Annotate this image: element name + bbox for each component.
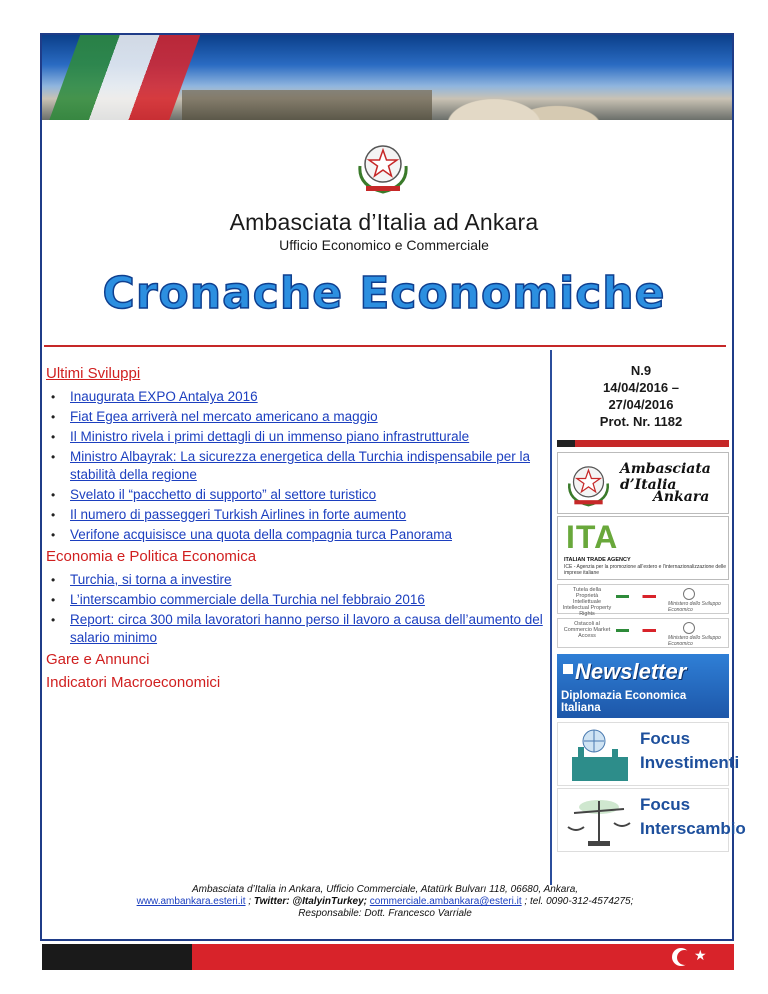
list-item: • Fiat Egea arriverà nel mercato americano a maggio: [51, 409, 378, 424]
article-link[interactable]: Svelato il “pacchetto di supporto” al settore turistico: [70, 487, 377, 502]
website-link[interactable]: www.ambankara.esteri.it: [136, 896, 246, 907]
issue-date-end: 27/04/2016: [608, 397, 674, 412]
newsletter-title: Cronache Economiche: [102, 268, 666, 319]
footer: [44, 884, 726, 920]
sidebar-strip: [557, 440, 729, 447]
issue-number: N.9: [630, 363, 652, 378]
list-ultimi: [46, 388, 546, 544]
ita-banner[interactable]: [557, 516, 729, 580]
list-item: • Il numero di passeggeri Turkish Airlines in forte aumento: [51, 507, 407, 522]
newsletter-sublabel: Diplomazia Economica Italiana: [561, 690, 687, 714]
italian-emblem-icon: [350, 136, 416, 196]
footer-contacts: [44, 896, 726, 908]
office-subtitle: Ufficio Economico e Commerciale: [279, 237, 489, 253]
list-item: • Ministro Albayrak: La sicurezza energetica della Turchia indispensabile per la stabilità della regione: [51, 449, 530, 482]
focus-investimenti-banner[interactable]: [557, 722, 740, 786]
market-access-label: Ostacoli al Commercio Market Access: [563, 621, 611, 639]
article-link[interactable]: Inaugurata EXPO Antalya 2016: [70, 389, 258, 404]
section-title-indicatori[interactable]: Indicatori Macroeconomici: [46, 674, 221, 691]
contents: [46, 365, 546, 697]
header-banner: [42, 35, 732, 120]
italian-flag-bar: [616, 629, 656, 632]
article-link[interactable]: Ministro Albayrak: La sicurezza energetica della Turchia indispensabile per la stabilità della regione: [70, 449, 530, 482]
article-link[interactable]: L’interscambio commerciale della Turchia nel febbraio 2016: [70, 592, 425, 607]
scale-icon: [564, 793, 634, 849]
newsletter-banner[interactable]: [557, 654, 729, 718]
crest-icon: [683, 588, 695, 600]
focus-label: Focus: [640, 795, 691, 814]
footer-responsible: Responsabile: Dott. Francesco Varriale: [298, 908, 472, 919]
footer-separator: ;: [245, 896, 254, 907]
ministry-signature: Ministero dello Sviluppo Economico: [668, 635, 721, 647]
article-link[interactable]: Verifone acquisisce una quota della compagnia turca Panorama: [70, 527, 452, 542]
twitter-handle: Twitter: @ItalyinTurkey;: [253, 896, 367, 907]
article-link[interactable]: Il Ministro rivela i primi dettagli di un immenso piano infrastrutturale: [70, 429, 470, 444]
section-title-gare[interactable]: Gare e Annunci: [46, 651, 150, 668]
email-link[interactable]: commerciale.ambankara@esteri.it: [369, 896, 522, 907]
article-link[interactable]: Turchia, si torna a investire: [70, 572, 232, 587]
article-link[interactable]: Il numero di passeggeri Turkish Airlines in forte aumento: [70, 507, 407, 522]
ankara-label: Ankara: [653, 489, 710, 505]
list-item: • Il Ministro rivela i primi dettagli di un immenso piano infrastrutturale: [51, 429, 470, 444]
star-icon: ★: [694, 947, 707, 963]
article-link[interactable]: Fiat Egea arriverà nel mercato americano a maggio: [70, 409, 378, 424]
column-divider: [550, 350, 552, 885]
article-link[interactable]: Report: circa 300 mila lavoratori hanno perso il lavoro a causa dell’aumento del salario minimo: [70, 612, 543, 645]
list-item: • Verifone acquisisce una quota della compagnia turca Panorama: [51, 527, 452, 542]
section-title-ultimi[interactable]: Ultimi Sviluppi: [46, 365, 141, 382]
italian-emblem-icon: [561, 456, 616, 511]
factory-globe-icon: [564, 727, 634, 783]
newsletter-label: Newsletter: [575, 659, 687, 684]
ita-logo: ITA: [566, 519, 619, 555]
market-access-banner[interactable]: [557, 618, 729, 648]
newsletter-icon: [563, 664, 573, 674]
focus-label: Focus: [640, 729, 691, 748]
section-title-economia[interactable]: Economia e Politica Economica: [46, 548, 257, 565]
ita-name: ITALIAN TRADE AGENCY: [564, 557, 631, 563]
list-item: • Turchia, si torna a investire: [51, 572, 232, 587]
focus-interscambio-banner[interactable]: [557, 788, 746, 852]
divider: [44, 345, 726, 347]
phone-number: ; tel. 0090-312-4574275;: [521, 896, 634, 907]
list-item: • Svelato il “pacchetto di supporto” al settore turistico: [51, 487, 377, 502]
ita-description: ICE - Agenzia per la promozione all'estero e l'internazionalizzazione delle imprese italiane: [564, 564, 726, 576]
list-item: • L’interscambio commerciale della Turchia nel febbraio 2016: [51, 592, 425, 607]
investimenti-label: Investimenti: [640, 753, 740, 772]
ministry-signature: Ministero dello Sviluppo Economico: [668, 601, 721, 613]
issue-info: [556, 362, 726, 430]
protocol-number: Prot. Nr. 1182: [599, 414, 683, 429]
italian-flag-bar: [616, 595, 656, 598]
interscambio-label: Interscambio: [640, 819, 746, 838]
ambasciata-label: Ambasciata d’Italia: [620, 461, 711, 493]
crescent-icon: [672, 948, 690, 966]
bottom-bar: [42, 944, 734, 970]
list-item: • Inaugurata EXPO Antalya 2016: [51, 389, 258, 404]
crest-icon: [683, 622, 695, 634]
list-economia: [46, 571, 546, 647]
ambasciata-banner[interactable]: [557, 452, 729, 514]
ipr-label: Tutela della Proprietà Intellettuale Intellectual Property Rights: [562, 587, 612, 617]
embassy-title: Ambasciata d’Italia ad Ankara: [229, 209, 539, 235]
list-item: • Report: circa 300 mila lavoratori hanno perso il lavoro a causa dell’aumento del salario minimo: [51, 612, 543, 645]
footer-address: Ambasciata d’Italia in Ankara, Ufficio Commerciale, Atatürk Bulvarı 118, 06680, Ankara,: [191, 884, 579, 895]
issue-date-start: 14/04/2016 –: [603, 380, 679, 395]
ipr-banner[interactable]: [557, 584, 729, 617]
italian-flag-image: [42, 35, 204, 120]
